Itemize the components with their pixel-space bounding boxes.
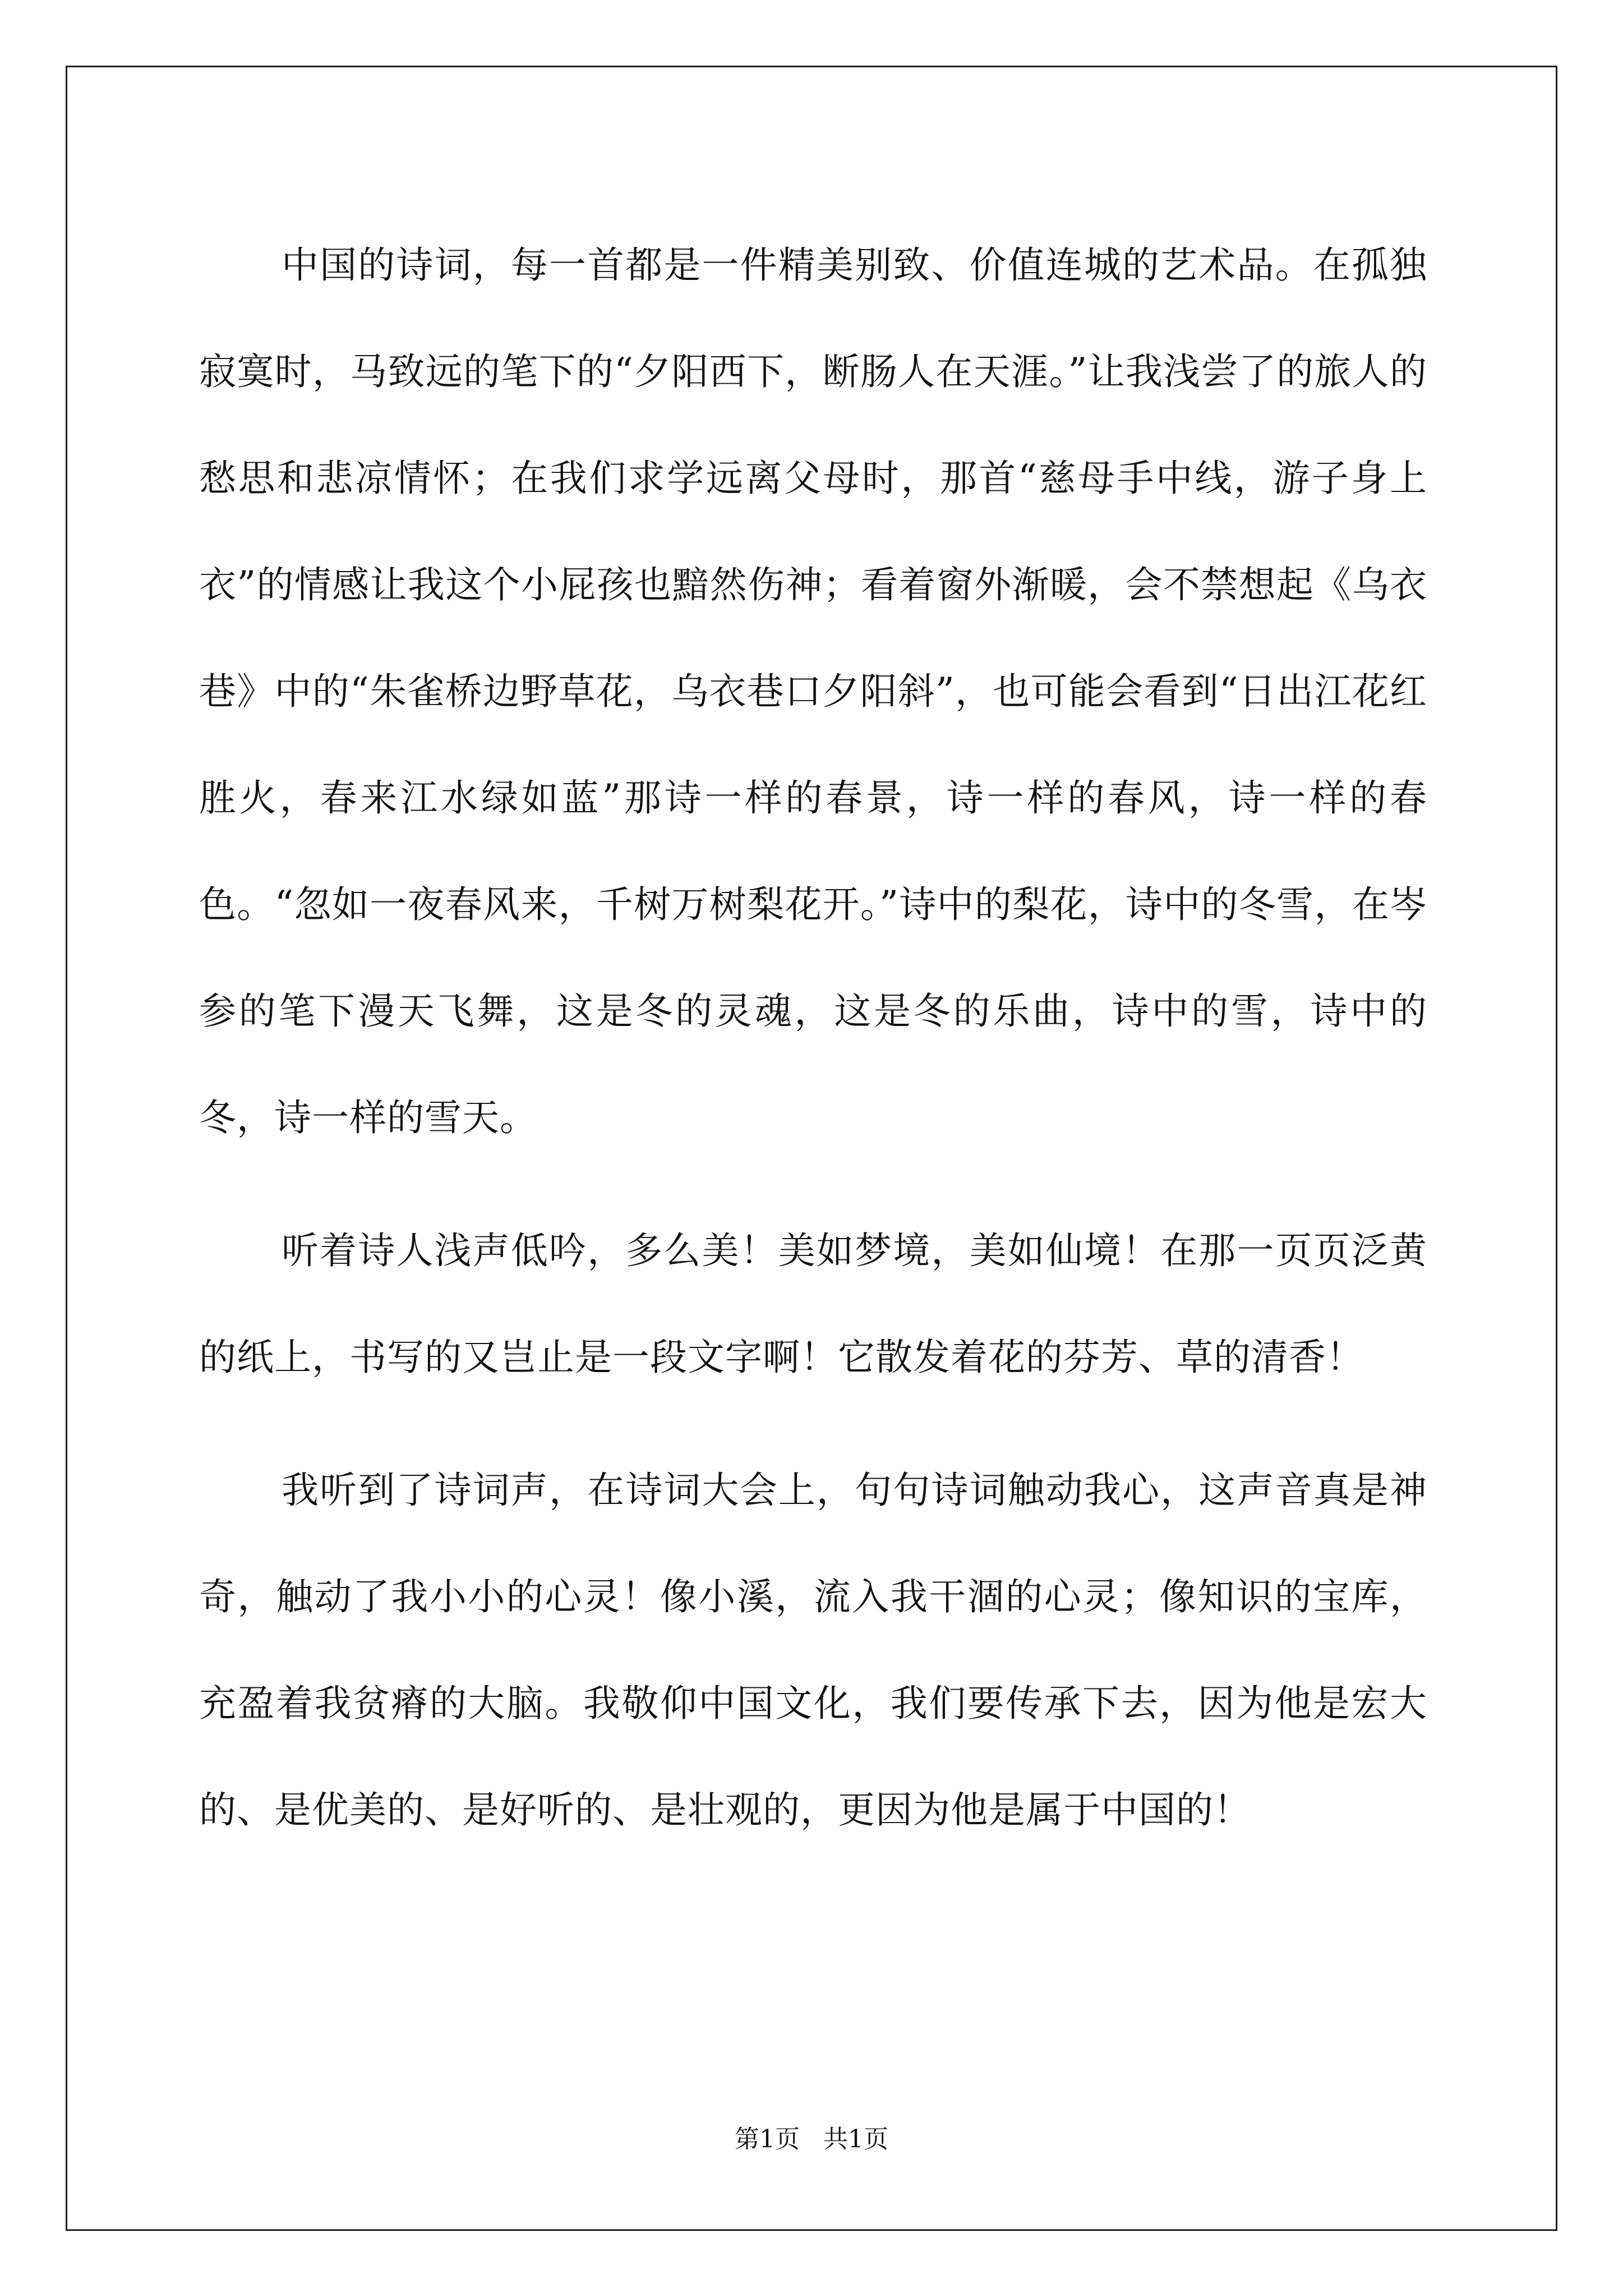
paragraph-1: 中国的诗词，每一首都是一件精美别致、价值连城的艺术品。在孤独寂寞时，马致远的笔下的“夕阳西下，断肠人在天涯。”让我浅尝了的旅人的愁思和悲凉情怀；在我们求学远离父母时，那首“慈母手中线，游子身上衣”的情感让我这个小屁孩也黯然伤神；看着窗外渐暖，会不禁想起《乌衣巷》中的“朱雀桥边野草花，乌衣巷口夕阳斜”，也可能会看到“日出江花红胜火，春来江水绿如蓝”那诗一样的春景，诗一样的春风，诗一样的春色。“忽如一夜春风来，千树万树梨花开。”诗中的梨花，诗中的冬雪，在岑参的笔下漫天飞舞，这是冬的灵魂，这是冬的乐曲，诗中的雪，诗中的冬，诗一样的雪天。 — [199, 243, 1427, 1139]
document-body — [199, 212, 1427, 1890]
page-footer: 第1页 共1页 — [735, 2125, 888, 2154]
paragraph-3: 我听到了诗词声，在诗词大会上，句句诗词触动我心，这声音真是神奇，触动了我小小的心灵！像小溪，流入我干涸的心灵；像知识的宝库，充盈着我贫瘠的大脑。我敬仰中国文化，我们要传承下去，因为他是宏大的、是优美的、是好听的、是壮观的，更因为他是属于中国的！ — [199, 1469, 1427, 1832]
paragraph-2: 听着诗人浅声低吟，多么美！美如梦境，美如仙境！在那一页页泛黄的纸上，书写的又岂止是一段文字啊！它散发着花的芬芳、草的清香！ — [199, 1229, 1427, 1379]
